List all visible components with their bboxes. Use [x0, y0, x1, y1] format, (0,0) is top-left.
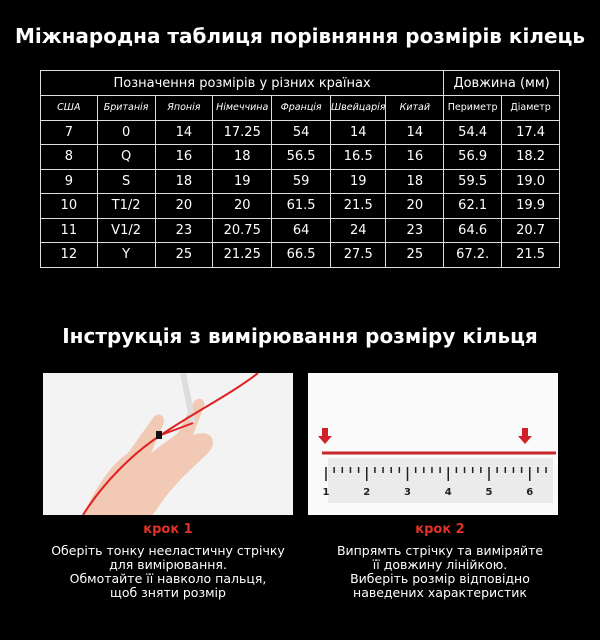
ruler-label: 3	[404, 487, 411, 498]
table-row	[41, 169, 560, 194]
table-cell: 56.5	[272, 145, 331, 170]
table-cell: 18	[213, 145, 272, 170]
table-row	[41, 194, 560, 219]
step-1-description: Оберіть тонку нееластичну стрічку для вимірювання. Обмотайте її навколо пальця, щоб зняти розмір	[51, 543, 285, 600]
table-cell: 10	[41, 194, 98, 219]
column-header: Британія	[97, 96, 155, 121]
table-cell: 67.2.	[444, 243, 502, 268]
table-cell: 9	[41, 169, 98, 194]
step-1-label: крок 1	[143, 522, 193, 537]
table-cell: 21.5	[502, 243, 560, 268]
table-cell: 24	[331, 218, 386, 243]
table-cell: 19	[331, 169, 386, 194]
table-cell: Y	[97, 243, 155, 268]
table-cell: 54	[272, 120, 331, 145]
table-cell: 17.25	[213, 120, 272, 145]
ruler-label: 4	[444, 487, 452, 498]
column-header: Діаметр	[502, 96, 560, 121]
table-cell: 20	[155, 194, 213, 219]
table-cell: 16	[386, 145, 444, 170]
table-cell: 14	[155, 120, 213, 145]
column-header: Франція	[272, 96, 331, 121]
ruler-label: 1	[322, 487, 330, 498]
table-cell: 23	[155, 218, 213, 243]
ruler-image	[308, 373, 558, 515]
size-table	[40, 70, 560, 268]
table-cell: 25	[155, 243, 213, 268]
table-cell: 14	[331, 120, 386, 145]
table-cell: 27.5	[331, 243, 386, 268]
table-cell: 62.1	[444, 194, 502, 219]
table-cell: 18.2	[502, 145, 560, 170]
table-cell: 18	[386, 169, 444, 194]
table-cell: 59	[272, 169, 331, 194]
table-cell: 25	[386, 243, 444, 268]
table-cell: 20.75	[213, 218, 272, 243]
table-cell: 19	[213, 169, 272, 194]
table-cell: Q	[97, 145, 155, 170]
table-cell: S	[97, 169, 155, 194]
instructions-title: Інструкція з вимірювання розміру кільця	[62, 324, 538, 348]
table-row	[41, 243, 560, 268]
table-cell: 54.4	[444, 120, 502, 145]
column-header: Периметр	[444, 96, 502, 121]
table-cell: 16	[155, 145, 213, 170]
table-cell: 12	[41, 243, 98, 268]
column-header: Швейцарія	[331, 96, 386, 121]
ruler-label: 2	[363, 487, 371, 498]
table-cell: 17.4	[502, 120, 560, 145]
column-header: Німеччина	[213, 96, 272, 121]
ruler-label: 5	[485, 487, 493, 498]
table-row	[41, 120, 560, 145]
page-title: Міжнародна таблиця порівняння розмірів кілець	[14, 24, 586, 48]
table-cell: 56.9	[444, 145, 502, 170]
table-cell: 21.25	[213, 243, 272, 268]
ruler-label: 6	[526, 487, 534, 498]
table-cell: 16.5	[331, 145, 386, 170]
table-cell: 21.5	[331, 194, 386, 219]
table-cell: 19.0	[502, 169, 560, 194]
table-cell: 18	[155, 169, 213, 194]
arrow-down-icon	[318, 428, 332, 444]
group-header-length: Довжина (мм)	[444, 71, 560, 96]
table-cell: 20	[386, 194, 444, 219]
table-cell: 59.5	[444, 169, 502, 194]
table-cell: 20	[213, 194, 272, 219]
table-cell: T1/2	[97, 194, 155, 219]
column-header: США	[41, 96, 98, 121]
column-header: Японія	[155, 96, 213, 121]
table-cell: 19.9	[502, 194, 560, 219]
table-cell: 14	[386, 120, 444, 145]
table-cell: 7	[41, 120, 98, 145]
table-cell: V1/2	[97, 218, 155, 243]
table-cell: 23	[386, 218, 444, 243]
finger-wrap-image	[43, 373, 293, 515]
table-row	[41, 145, 560, 170]
table-cell: 8	[41, 145, 98, 170]
table-cell: 61.5	[272, 194, 331, 219]
table-row	[41, 218, 560, 243]
table-cell: 64.6	[444, 218, 502, 243]
column-header: Китай	[386, 96, 444, 121]
table-cell: 64	[272, 218, 331, 243]
table-cell: 0	[97, 120, 155, 145]
step-2-description: Випрямть стрічку та виміряйте її довжину лінійкою. Виберіть розмір відповідно наведених характеристик	[336, 543, 544, 600]
table-cell: 66.5	[272, 243, 331, 268]
group-header-sizes: Позначення розмірів у різних країнах	[41, 71, 444, 96]
table-cell: 20.7	[502, 218, 560, 243]
step-2-label: крок 2	[415, 522, 465, 537]
table-cell: 11	[41, 218, 98, 243]
arrow-down-icon	[518, 428, 532, 444]
